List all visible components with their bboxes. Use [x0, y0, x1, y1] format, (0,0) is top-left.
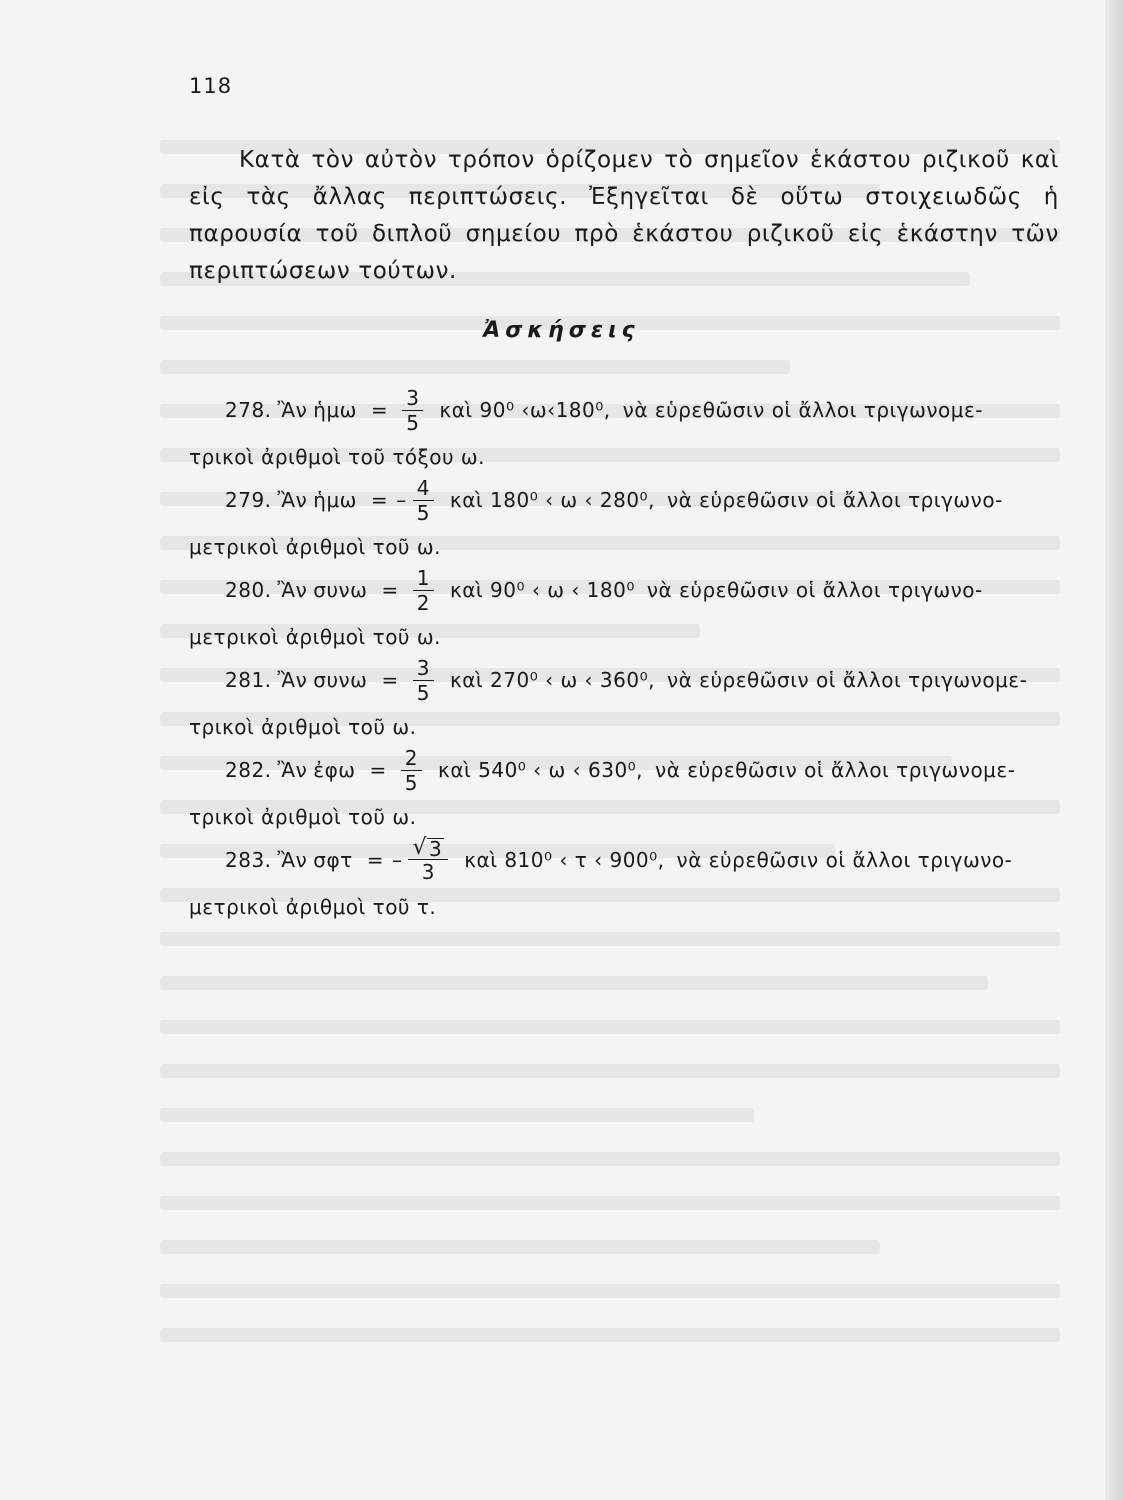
fraction-denominator: 5	[416, 500, 430, 525]
fraction	[413, 566, 434, 615]
radical-icon: √	[412, 834, 427, 860]
exercise-statement	[189, 378, 1059, 442]
exercise-continuation: τρικοὶ ἀριθμοὶ τοῦ τόξου ω.	[189, 445, 486, 469]
exercise-if: Ἂν	[277, 398, 308, 422]
fraction-numerator: 4	[416, 475, 430, 500]
exercise-continuation: τρικοὶ ἀριθμοὶ τοῦ ω.	[189, 715, 417, 739]
fraction-numerator: 3	[406, 385, 420, 410]
trig-function: ἐφω	[313, 758, 356, 782]
equals-sign: =	[370, 398, 389, 422]
fraction	[413, 656, 434, 705]
exercise-279	[189, 468, 1059, 560]
intro-text: Κατὰ τὸν αὐτὸν τρόπον ὁρίζομεν τὸ σημεῖον ἑκάστου ριζικοῦ καὶ εἰς τὰς ἄλλας περιπτώσεις. Ἐξηγεῖται δὲ οὕτω στοιχειωδῶς ἡ παρουσία τοῦ διπλοῦ σημείου πρὸ ἑκάστου ριζικοῦ εἰς ἑκάστην τῶν περιπτώσεων τούτων.	[189, 147, 1059, 284]
exercise-instruction: νὰ εὑρεθῶσιν οἱ ἄλλοι τριγωνο-	[646, 578, 983, 602]
exercise-instruction: νὰ εὑρεθῶσιν οἱ ἄλλοι τριγωνομε-	[655, 758, 1016, 782]
trig-function: συνω	[313, 668, 368, 692]
exercise-number: 278.	[225, 398, 272, 422]
equals-sign: =	[370, 488, 389, 512]
angle-condition: καὶ 540⁰ ‹ ω ‹ 630⁰,	[438, 758, 644, 782]
exercise-number: 282.	[225, 758, 272, 782]
intro-paragraph	[189, 142, 1059, 290]
angle-condition: καὶ 270⁰ ‹ ω ‹ 360⁰,	[449, 668, 655, 692]
exercise-instruction: νὰ εὑρεθῶσιν οἱ ἄλλοι τριγωνο-	[676, 848, 1013, 872]
equals-sign: =	[381, 668, 399, 692]
fraction-denominator: 2	[416, 590, 430, 615]
fraction-denominator: 5	[416, 680, 430, 705]
angle-condition: καὶ 180⁰ ‹ ω ‹ 280⁰,	[449, 488, 655, 512]
exercise-number: 280.	[225, 578, 272, 602]
exercise-continuation: τρικοὶ ἀριθμοὶ τοῦ ω.	[189, 805, 417, 829]
exercise-statement	[189, 648, 1059, 712]
exercise-continuation: μετρικοὶ ἀριθμοὶ τοῦ ω.	[189, 535, 441, 559]
equals-sign: =	[366, 848, 384, 872]
exercise-number: 279.	[225, 488, 272, 512]
exercise-continuation: μετρικοὶ ἀριθμοὶ τοῦ τ.	[189, 895, 437, 919]
sqrt-numerator	[408, 834, 448, 861]
trig-function: ἡμω	[313, 488, 357, 512]
exercise-280	[189, 558, 1059, 650]
angle-condition: καὶ 90⁰ ‹ω‹180⁰,	[439, 398, 611, 422]
exercise-if: Ἂν	[277, 848, 308, 872]
trig-function: σφτ	[313, 848, 353, 872]
fraction-numerator: 1	[416, 565, 430, 590]
trig-function: ἡμω	[313, 398, 357, 422]
fraction-numerator: 3	[428, 836, 443, 861]
exercise-282	[189, 738, 1059, 830]
exercise-instruction: νὰ εὑρεθῶσιν οἱ ἄλλοι τριγωνομε-	[666, 668, 1028, 692]
exercise-statement	[189, 468, 1059, 532]
section-title: Ἀσκήσεις	[483, 318, 640, 343]
fraction	[401, 746, 422, 795]
page-edge	[1105, 0, 1123, 1500]
fraction-numerator: 2	[404, 745, 419, 770]
angle-condition: καὶ 810⁰ ‹ τ ‹ 900⁰,	[464, 848, 665, 872]
equals-sign: =	[381, 578, 399, 602]
fraction	[413, 476, 434, 525]
minus-sign: –	[396, 488, 407, 512]
exercise-if: Ἂν	[277, 578, 308, 602]
exercise-if: Ἂν	[277, 668, 308, 692]
exercise-instruction: νὰ εὑρεθῶσιν οἱ ἄλλοι τριγωνο-	[666, 488, 1003, 512]
exercise-number: 283.	[225, 848, 272, 872]
fraction	[402, 386, 423, 435]
exercise-278	[189, 378, 1059, 470]
exercise-statement	[189, 738, 1059, 802]
exercise-instruction: νὰ εὑρεθῶσιν οἱ ἄλλοι τριγωνομε-	[622, 398, 984, 422]
exercise-continuation: μετρικοὶ ἀριθμοὶ τοῦ ω.	[189, 625, 441, 649]
angle-condition: καὶ 90⁰ ‹ ω ‹ 180⁰	[449, 578, 635, 602]
fraction-denominator: 5	[404, 770, 419, 795]
fraction	[408, 834, 448, 884]
exercise-if: Ἂν	[277, 758, 308, 782]
exercise-statement	[189, 558, 1059, 622]
trig-function: συνω	[313, 578, 368, 602]
exercise-281	[189, 648, 1059, 740]
fraction-denominator: 3	[421, 859, 435, 884]
minus-sign: –	[391, 848, 403, 872]
exercise-283	[189, 828, 1059, 920]
page-number: 118	[189, 74, 233, 98]
fraction-denominator: 5	[406, 410, 420, 435]
fraction-numerator: 3	[416, 655, 430, 680]
equals-sign: =	[369, 758, 387, 782]
exercise-statement	[189, 828, 1059, 892]
exercise-number: 281.	[225, 668, 272, 692]
exercise-if: Ἂν	[277, 488, 308, 512]
